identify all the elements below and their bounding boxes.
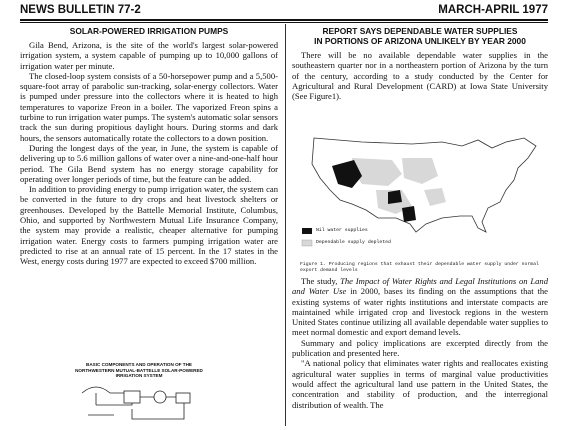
column-divider <box>285 24 286 426</box>
issue-date: MARCH-APRIL 1977 <box>438 4 548 16</box>
p2-body: in 2000, bases its finding on the assumptions that the existing systems of water rights institutions and interstate compacts are maintained while irrigated crop and livestock regions in the western United States continue utilizing all available dependable water supplies to meet normal domestic and export demand levels. <box>292 286 548 338</box>
right-headline-line1: REPORT SAYS DEPENDABLE WATER SUPPLIES <box>322 26 518 36</box>
left-paragraph: The closed-loop system consists of a 50-horsepower pump and a 5,500-square-foot array of parabolic sun-tracking, solar-energy collectors. Water is pumped under pressure into the collectors where it is heated to high temperatures to vaporize Freon in a boiler. The vaporized Freon spins a turbine to run irrigation water pumps. The system's automatic solar sensors track the sun during propitious daylight hours. During storms and dark hours, the sensors automatically rotate the collectors to a down position. <box>20 70 278 143</box>
legend-nil-label: Nil water supplies <box>316 228 368 233</box>
diagram-title: BASIC COMPONENTS AND OPERATION OF THE NORTHWESTERN MUTUAL-BATTELLE SOLAR-POWERED IRRIGATION SYSTEM <box>75 362 203 379</box>
left-headline: SOLAR-POWERED IRRIGATION PUMPS <box>69 26 229 36</box>
right-article <box>292 26 548 101</box>
pump-icon <box>176 393 190 403</box>
left-paragraph: Gila Bend, Arizona, is the site of the world's largest solar-powered irrigation system, a system capable of pumping up to 10,000 gallons of irrigation water per minute. <box>20 40 278 71</box>
left-paragraph: During the longest days of the year, in June, the system is capable of delivering up to 5.6 million gallons of water over a nine-and-one-half hour period. The Gila Bend system has no energy storage capability for operating over longer periods of time, but the feature can be added. <box>20 142 278 184</box>
right-paragraph: Summary and policy implications are excerpted directly from the publication and presented here. <box>292 337 548 359</box>
right-headline <box>292 26 548 46</box>
diagram-drawing <box>74 379 204 425</box>
turbine-icon <box>154 391 166 403</box>
figure-caption: Figure 1. Producing regions that exhaust their dependable water supply under normal export demand levels <box>300 262 539 273</box>
right-paragraph: "A national policy that eliminates water rights and reallocates existing agricultural water supplies in terms of marginal value productivities would affect the agricultural land use pattern in the United States, the concentration and stability of production, and the interregional distribution of wealth. The <box>292 358 548 410</box>
masthead <box>20 4 548 18</box>
left-paragraph: In addition to providing energy to pump irrigation water, the system can be converted in the future to dry crops and heat livestock shelters or greenhouses. Developed by the Battelle Memorial Institute, Columbus, Ohio, and supported by Northwestern Mutual Life Insurance Company, the system may provide a realistic, cheaper alternative for pumping irrigation water. Energy costs to farmers pumping irrigation water are predicted to rise at an annual rate of 15 percent. In the 17 states in the West, energy costs during 1977 are expected to exceed $700 million. <box>20 184 278 267</box>
legend-depleted-label: Dependable supply depleted <box>316 240 391 245</box>
right-paragraph <box>292 276 548 338</box>
right-intro: There will be no available dependable water supplies in the southeastern quarter nor in a northeastern portion of Arizona by the turn of the century, according to a study conducted by the Center for Agricultural and Rural Development (CARD) at Iowa State University (See Figure1). <box>292 50 548 102</box>
masthead-rule-thin <box>20 22 548 23</box>
left-article <box>20 26 278 267</box>
right-article-continued <box>292 276 548 410</box>
water-supply-map <box>292 128 548 260</box>
boiler-icon <box>124 391 140 403</box>
collector-trough-icon <box>82 387 110 393</box>
study-title: The Impact of Water Rights and Legal Institutions on Land and Water Use <box>292 276 549 297</box>
masthead-rule <box>20 19 548 21</box>
bulletin-number: NEWS BULLETIN 77-2 <box>20 4 141 16</box>
p2-lead: The study, <box>301 276 341 286</box>
right-headline-line2: IN PORTIONS OF ARIZONA UNLIKELY BY YEAR 2000 <box>314 36 526 46</box>
map-legend <box>302 228 312 246</box>
irrigation-diagram <box>74 362 204 426</box>
